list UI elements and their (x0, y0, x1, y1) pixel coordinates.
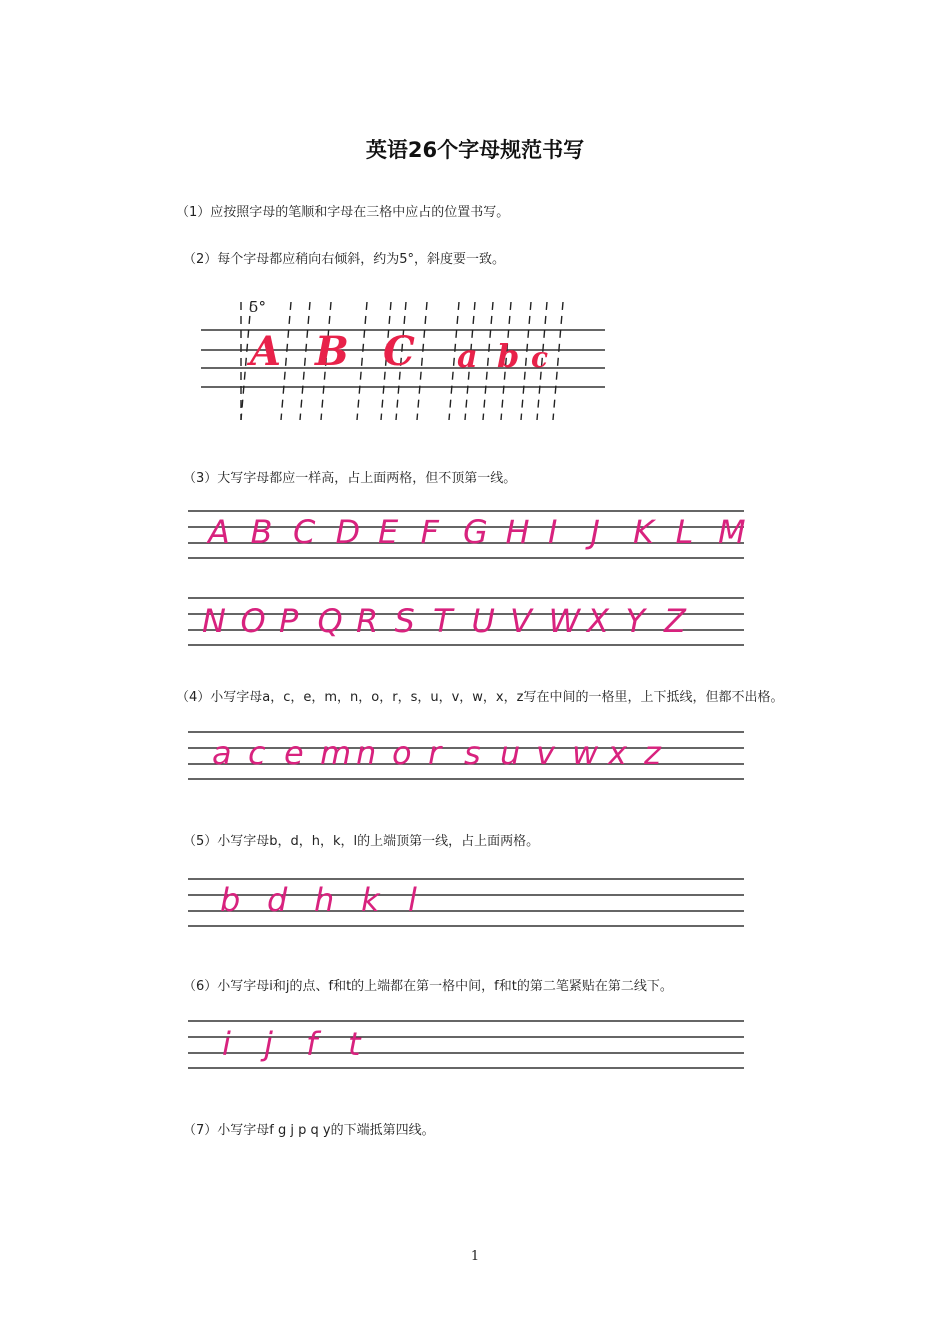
handwritten-letter: S (394, 602, 415, 640)
handwritten-letter: m (320, 734, 352, 772)
handwritten-letter: U (471, 602, 495, 640)
handwritten-letter: c (248, 734, 266, 772)
handwritten-letter: j (264, 1025, 273, 1063)
handwritten-letter: k (361, 881, 380, 919)
handwritten-letter: u (500, 734, 521, 772)
page-number: 1 (470, 1249, 480, 1264)
slant-example-figure (195, 292, 615, 427)
handwritten-letter: N (202, 602, 226, 640)
handwritten-letter: P (279, 602, 299, 640)
slant-letter: A (250, 328, 282, 375)
handwritten-letter: Y (625, 602, 646, 640)
angle-label: 5° (249, 298, 267, 316)
handwritten-letter: e (284, 734, 304, 772)
handwritten-letter: E (378, 513, 399, 551)
handwritten-letter: J (590, 513, 600, 551)
handwritten-letter: L (675, 513, 694, 551)
slant-letter: c (531, 341, 549, 374)
rule-5: （5）小写字母b，d，h，k，l的上端顶第一线，占上面两格。 (183, 834, 540, 849)
rule-2: （2）每个字母都应稍向右倾斜，约为5°，斜度要一致。 (183, 252, 506, 267)
lowercase-dotted-row (188, 1015, 748, 1073)
lowercase-tall-row (188, 873, 748, 931)
handwritten-letter: Z (664, 602, 686, 640)
handwritten-letter: F (420, 513, 439, 551)
handwritten-letter: V (510, 602, 532, 640)
handwritten-letter: I (548, 513, 558, 551)
handwritten-letter: A (208, 513, 230, 551)
handwritten-letter: Q (317, 602, 343, 640)
handwritten-letter: v (536, 734, 555, 772)
page-title: 英语26个字母规范书写 (365, 138, 585, 162)
rule-6: （6）小写字母i和j的点、f和t的上端都在第一格中间，f和t的第二笔紧贴在第二线下。 (183, 979, 673, 994)
slant-letter: B (315, 328, 349, 375)
slant-letter: a (457, 337, 478, 375)
slant-letter: b (497, 337, 520, 375)
rule-1: （1）应按照字母的笔顺和字母在三格中应占的位置书写。 (176, 205, 510, 220)
handwritten-letter: f (306, 1025, 318, 1063)
rule-7: （7）小写字母f g j p q y的下端抵第四线。 (183, 1123, 435, 1138)
lowercase-middle-row (188, 726, 748, 784)
handwritten-letter: d (267, 881, 288, 919)
handwritten-letter: T (433, 602, 453, 640)
handwritten-letter: r (428, 734, 442, 772)
uppercase-row-1 (188, 505, 748, 563)
handwritten-letter: z (644, 734, 661, 772)
handwritten-letter: i (222, 1025, 231, 1063)
handwritten-letter: t (348, 1025, 361, 1063)
handwritten-letter: W (548, 602, 581, 640)
handwritten-letter: D (335, 513, 361, 551)
handwritten-letter: n (356, 734, 377, 772)
handwritten-letter: X (587, 602, 609, 640)
handwritten-letter: a (212, 734, 232, 772)
handwritten-letter: l (408, 881, 417, 919)
handwritten-letter: G (463, 513, 488, 551)
handwritten-letter: M (718, 513, 746, 551)
slant-letter: C (383, 328, 415, 375)
handwritten-letter: O (240, 602, 266, 640)
handwritten-letter: b (220, 881, 241, 919)
uppercase-row-2 (188, 592, 748, 650)
handwritten-letter: x (608, 734, 627, 772)
rule-3: （3）大写字母都应一样高，占上面两格，但不顶第一线。 (183, 471, 517, 486)
handwritten-letter: R (356, 602, 379, 640)
handwritten-letter: B (250, 513, 273, 551)
handwritten-letter: s (464, 734, 481, 772)
handwritten-letter: C (293, 513, 316, 551)
handwritten-letter: o (392, 734, 412, 772)
rule-4: （4）小写字母a，c，e，m，n，o，r，s，u，v，w，x，z写在中间的一格里，上下抵线，但都不出格。 (176, 690, 784, 705)
handwritten-letter: H (505, 513, 530, 551)
handwritten-letter: K (633, 513, 654, 551)
handwritten-letter: h (314, 881, 335, 919)
handwritten-letter: w (572, 734, 599, 772)
